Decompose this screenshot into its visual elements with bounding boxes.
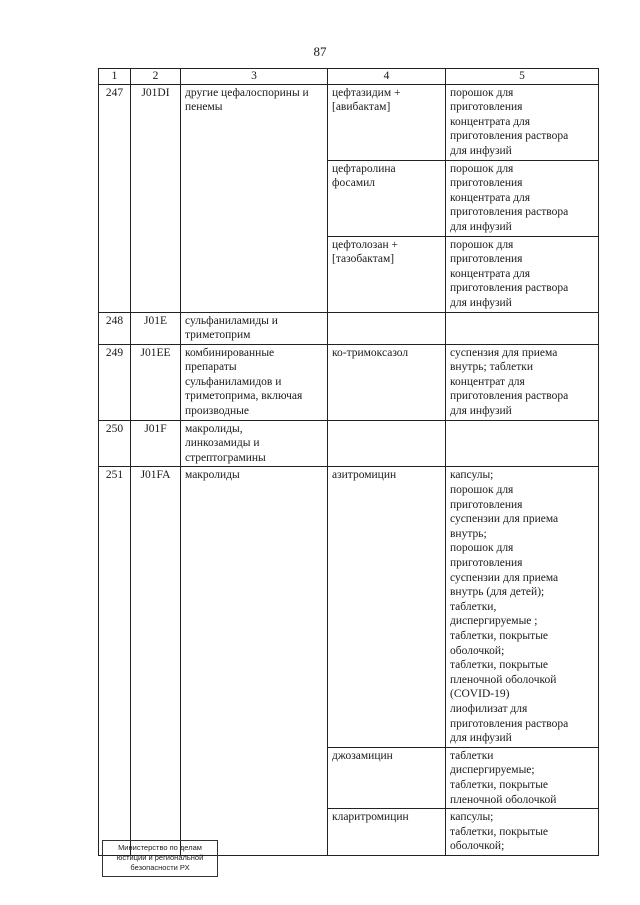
drug-name [328,84,446,160]
drug-name-line: кларитромицин [332,811,409,824]
header-cell: 4 [328,69,446,85]
dosage-forms-line: пленочной оболочкой [450,793,557,806]
dosage-forms-line: капсулы; [450,469,494,482]
dosage-forms-line: суспензии для приема [450,571,559,584]
table-row [99,236,599,312]
group-name-line: триметоприма, включая [185,390,303,403]
dosage-forms-line: порошок для [450,162,514,175]
dosage-forms-line: (COVID-19) [450,688,510,701]
drug-name-line: цефтолозан + [332,238,398,251]
drug-name-line: ко-тримоксазол [332,346,409,359]
group-name [181,467,328,747]
drug-name-line: [тазобактам] [332,253,395,266]
dosage-forms [446,160,599,236]
drug-name-line: азитромицин [332,469,397,482]
dosage-forms-line: приготовления [450,253,523,266]
drug-table [98,68,599,856]
drug-name [328,312,446,344]
drug-name-line: цефтаролина [332,162,396,175]
dosage-forms [446,420,599,467]
dosage-forms-line: концентрата для [450,267,531,280]
group-name [181,160,328,236]
header-cell: 5 [446,69,599,85]
table-row [99,84,599,160]
dosage-forms-line: пленочной оболочкой [450,673,557,686]
dosage-forms-line: для инфузий [450,144,512,157]
dosage-forms-line: порошок для [450,484,514,497]
dosage-forms-line: приготовления [450,101,523,114]
dosage-forms-line: порошок для [450,542,514,555]
page-number: 87 [313,44,327,59]
stamp-line: безопасности РХ [130,863,190,872]
row-number: 248 [99,312,131,344]
table-row [99,344,599,420]
group-name-line: триметоприм [185,329,251,342]
group-name [181,747,328,808]
group-name-line: сульфаниламиды и [185,314,278,327]
dosage-forms-line: внутрь (для детей); [450,586,545,599]
dosage-forms-line: внутрь; таблетки [450,361,534,374]
group-name-line: пенемы [185,101,223,114]
group-name [181,84,328,160]
dosage-forms-line: для инфузий [450,405,512,418]
ministry-stamp [102,840,218,877]
dosage-forms-line: концентрата для [450,115,531,128]
dosage-forms [446,344,599,420]
header-cell: 2 [131,69,181,85]
dosage-forms-line: внутрь; [450,527,487,540]
row-number: 247 [99,84,131,160]
drug-name [328,420,446,467]
group-name-line: макролиды [185,469,240,482]
atc-code [131,236,181,312]
stamp-line: Министерство по делам [118,843,202,852]
drug-name-line: фосамил [332,177,376,190]
atc-code: J01FA [131,467,181,747]
group-name-line: линкозамиды и [185,437,260,450]
dosage-forms-line: суспензии для приема [450,513,559,526]
dosage-forms-line: для инфузий [450,220,512,233]
row-number: 249 [99,344,131,420]
group-name [181,344,328,420]
group-name-line: производные [185,405,249,418]
dosage-forms-line: суспензия для приема [450,346,558,359]
dosage-forms [446,84,599,160]
table-row [99,160,599,236]
dosage-forms-line: приготовления раствора [450,130,569,143]
dosage-forms-line: таблетки, покрытые [450,825,549,838]
dosage-forms-line: порошок для [450,238,514,251]
table-body [99,69,599,856]
dosage-forms [446,747,599,808]
drug-name [328,160,446,236]
dosage-forms [446,467,599,747]
drug-name [328,467,446,747]
drug-name [328,747,446,808]
dosage-forms-line: оболочкой; [450,644,505,657]
table-row [99,467,599,747]
drug-name [328,236,446,312]
group-name-line: комбинированные [185,346,275,359]
dosage-forms-line: приготовления раствора [450,206,569,219]
drug-name [328,809,446,856]
dosage-forms-line: приготовления [450,177,523,190]
dosage-forms-line: капсулы; [450,811,494,824]
drug-name-line: цефтазидим + [332,86,401,99]
dosage-forms-line: для инфузий [450,296,512,309]
row-number: 251 [99,467,131,747]
stamp-line: юстиции и региональной [116,853,204,862]
header-cell: 1 [99,69,131,85]
atc-code: J01E [131,312,181,344]
header-cell: 3 [181,69,328,85]
dosage-forms-line: приготовления раствора [450,282,569,295]
dosage-forms-line: таблетки, [450,600,497,613]
drug-name-line: [авибактам] [332,101,391,114]
dosage-forms-line: концентрата для [450,191,531,204]
dosage-forms-line: оболочкой; [450,840,505,853]
dosage-forms-line: приготовления раствора [450,390,569,403]
dosage-forms-line: приготовления [450,498,523,511]
dosage-forms-line: для инфузий [450,732,512,745]
group-name-line: сульфаниламидов и [185,375,282,388]
group-name-line: другие цефалоспорины и [185,86,309,99]
dosage-forms-line: таблетки, покрытые [450,778,549,791]
group-name-line: стрептограмины [185,451,266,464]
dosage-forms-line: таблетки, покрытые [450,629,549,642]
drug-name-line: джозамицин [332,749,393,762]
atc-code [131,747,181,808]
table-row [99,747,599,808]
dosage-forms-line: приготовления [450,557,523,569]
group-name [181,312,328,344]
dosage-forms [446,809,599,856]
atc-code: J01F [131,420,181,467]
group-name-line: препараты [185,361,237,374]
group-name [181,420,328,467]
table-row [99,420,599,467]
dosage-forms [446,236,599,312]
table-row [99,312,599,344]
header-row [99,69,599,85]
atc-code: J01EE [131,344,181,420]
dosage-forms-line: концентрат для [450,375,525,388]
row-number [99,160,131,236]
atc-code [131,160,181,236]
dosage-forms-line: таблетки [450,749,494,762]
dosage-forms-line: диспергируемые; [450,764,535,777]
atc-code: J01DI [131,84,181,160]
dosage-forms-line: приготовления раствора [450,717,569,730]
group-name-line: макролиды, [185,422,243,435]
row-number: 250 [99,420,131,467]
group-name [181,236,328,312]
dosage-forms [446,312,599,344]
dosage-forms-line: порошок для [450,86,514,99]
dosage-forms-line: диспергируемые ; [450,615,538,628]
row-number [99,236,131,312]
dosage-forms-line: лиофилизат для [450,702,528,715]
row-number [99,747,131,808]
dosage-forms-line: таблетки, покрытые [450,659,549,672]
drug-name [328,344,446,420]
